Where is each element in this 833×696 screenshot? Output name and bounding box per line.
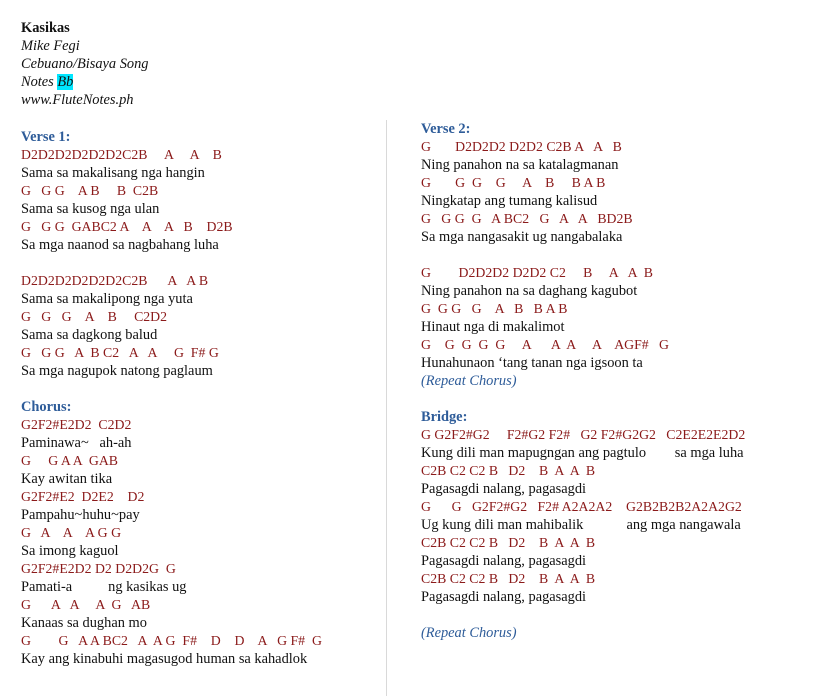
verse1-notes: G G G A B B C2B bbox=[21, 183, 159, 198]
chorus-lyric: Kay ang kinabuhi magasugod human sa kahadlok bbox=[21, 651, 308, 667]
bridge-notes: C2B C2 C2 B D2 B A A B bbox=[421, 571, 596, 586]
verse2-heading: Verse 2: bbox=[421, 121, 471, 137]
notes-key bbox=[21, 73, 381, 91]
verse2-notes: G G G G A BC2 G A A BD2B bbox=[421, 211, 633, 226]
verse1-lyric: Sama sa dagkong balud bbox=[21, 327, 158, 343]
chorus-notes: G A A A G AB bbox=[21, 597, 151, 612]
chorus-lyric: Paminawa~ ah-ah bbox=[21, 435, 132, 451]
bridge-lyric: Pagasagdi nalang, pagasagdi bbox=[421, 589, 587, 605]
verse1-lyric: Sama sa makalipong nga yuta bbox=[21, 291, 193, 307]
verse2-repeat-chorus: (Repeat Chorus) bbox=[421, 373, 517, 389]
bridge-lyric: Pagasagdi nalang, pagasagdi bbox=[421, 481, 587, 497]
bridge-lyric: Pagasagdi nalang, pagasagdi bbox=[421, 553, 587, 569]
verse2-lyric: Sa mga nangasakit ug nangabalaka bbox=[421, 229, 623, 245]
verse2-lyric: Ning panahon na sa daghang kagubot bbox=[421, 283, 638, 299]
chorus-lyric: Kanaas sa dughan mo bbox=[21, 615, 147, 631]
chorus-notes: G G A A BC2 A A G F# D D A G F# G bbox=[21, 633, 322, 648]
bridge-notes: G G2F2#G2 F2#G2 F2# G2 F2#G2G2 C2E2E2E2D2 bbox=[421, 427, 746, 442]
artist: Mike Fegi bbox=[21, 38, 80, 54]
verse2-notes: G G G G A B B A B bbox=[421, 175, 606, 190]
verse1-notes: G G G GABC2 A A A B D2B bbox=[21, 219, 233, 234]
chorus-lyric: Pampahu~huhu~pay bbox=[21, 507, 140, 523]
column-divider bbox=[386, 120, 387, 696]
bridge-notes: C2B C2 C2 B D2 B A A B bbox=[421, 463, 596, 478]
bridge-repeat-chorus: (Repeat Chorus) bbox=[421, 625, 517, 641]
chorus-notes: G2F2#E2D2 D2 D2D2G G bbox=[21, 561, 176, 576]
bridge-notes: C2B C2 C2 B D2 B A A B bbox=[421, 535, 596, 550]
song-title: Kasikas bbox=[21, 20, 70, 36]
chorus-lyric: Kay awitan tika bbox=[21, 471, 113, 487]
verse2-notes: G G G G G A A A A AGF# G bbox=[421, 337, 670, 352]
key-highlight: Bb bbox=[57, 74, 74, 90]
chorus-notes: G G A A GAB bbox=[21, 453, 118, 468]
verse2-lyric: Hinaut nga di makalimot bbox=[421, 319, 565, 335]
verse1-lyric: Sama sa makalisang nga hangin bbox=[21, 165, 205, 181]
verse2-lyric: Ning panahon na sa katalagmanan bbox=[421, 157, 619, 173]
website: www.FluteNotes.ph bbox=[21, 92, 134, 108]
right-column bbox=[421, 0, 821, 642]
verse2-lyric: Ningkatap ang tumang kalisud bbox=[421, 193, 598, 209]
verse1-lyric: Sama sa kusog nga ulan bbox=[21, 201, 160, 217]
bridge-heading: Bridge: bbox=[421, 409, 468, 425]
verse1-heading: Verse 1: bbox=[21, 129, 71, 145]
left-column bbox=[21, 0, 381, 668]
bridge-lyric: Kung dili man mapugngan ang pagtulo sa mga luha bbox=[421, 445, 744, 461]
verse1-notes: D2D2D2D2D2D2C2B A A B bbox=[21, 273, 209, 288]
verse1-notes: G G G A B C2D2 bbox=[21, 309, 168, 324]
bridge-lyric: Ug kung dili man mahibalik ang mga nangawala bbox=[421, 517, 741, 533]
verse2-notes: G D2D2D2 D2D2 C2B A A B bbox=[421, 139, 622, 154]
chorus-lyric: Pamati-a ng kasikas ug bbox=[21, 579, 187, 595]
verse2-notes: G G G G A B B A B bbox=[421, 301, 568, 316]
chorus-notes: G A A A G G bbox=[21, 525, 122, 540]
chorus-heading: Chorus: bbox=[21, 399, 72, 415]
verse1-lyric: Sa mga naanod sa nagbahang luha bbox=[21, 237, 219, 253]
language: Cebuano/Bisaya Song bbox=[21, 56, 149, 72]
notes-label: Notes bbox=[21, 74, 54, 90]
chorus-lyric: Sa imong kaguol bbox=[21, 543, 119, 559]
verse2-spacer bbox=[421, 246, 821, 264]
chorus-notes: G2F2#E2 D2E2 D2 bbox=[21, 489, 145, 504]
verse2-notes: G D2D2D2 D2D2 C2 B A A B bbox=[421, 265, 653, 280]
verse1-lyric: Sa mga nagupok natong paglaum bbox=[21, 363, 213, 379]
verse1-spacer bbox=[21, 254, 381, 272]
bridge-notes: G G G2F2#G2 F2# A2A2A2 G2B2B2B2A2A2G2 bbox=[421, 499, 742, 514]
verse1-notes: D2D2D2D2D2D2C2B A A B bbox=[21, 147, 222, 162]
verse1-notes: G G G A B C2 A A G F# G bbox=[21, 345, 219, 360]
chorus-notes: G2F2#E2D2 C2D2 bbox=[21, 417, 132, 432]
verse2-lyric: Hunahunaon ‘tang tanan nga igsoon ta bbox=[421, 355, 643, 371]
